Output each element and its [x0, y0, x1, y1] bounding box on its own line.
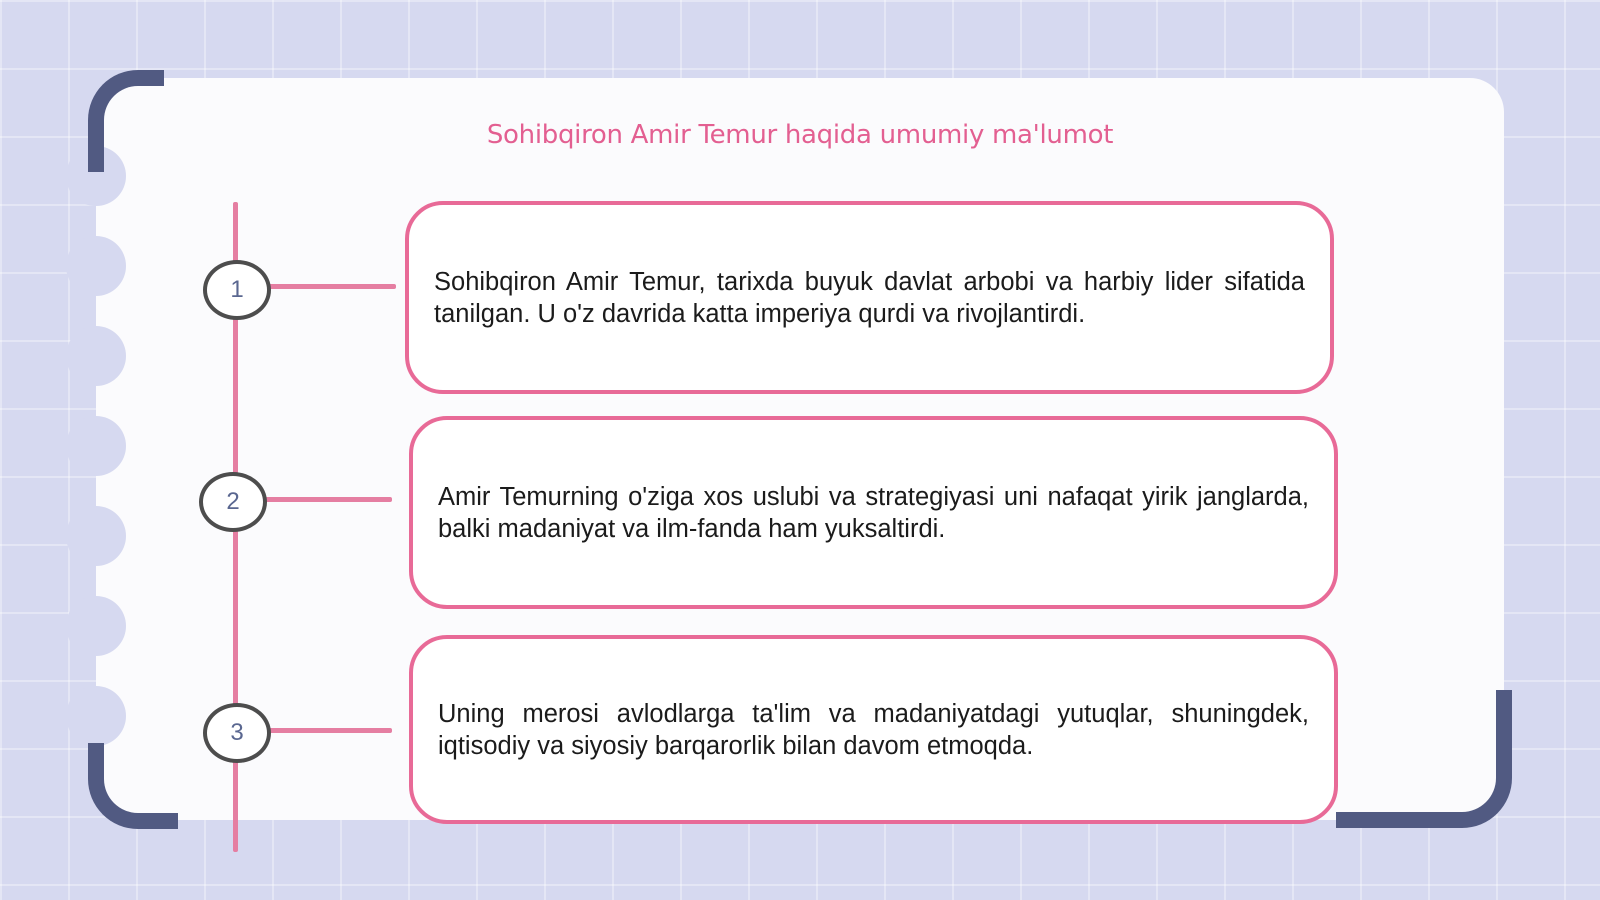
slide-title: Sohibqiron Amir Temur haqida umumiy ma'lumot	[486, 120, 1114, 150]
paper-scallop	[66, 416, 126, 476]
timeline-number: 1	[230, 276, 244, 303]
timeline-card-text: Sohibqiron Amir Temur, tarixda buyuk davlat arbobi va harbiy lider sifatida tanilgan. U o'z davrida katta imperiya qurdi va rivojlantirdi.	[434, 267, 1305, 328]
timeline-connector	[266, 728, 392, 733]
corner-bracket-bottom-left	[88, 743, 178, 829]
timeline-card-text: Amir Temurning o'ziga xos uslubi va strategiyasi uni nafaqat yirik janglarda, balki madaniyat va ilm-fanda ham yuksaltirdi.	[438, 482, 1309, 543]
corner-bracket-top-left	[88, 70, 164, 172]
paper-scallop	[66, 326, 126, 386]
timeline-number: 2	[226, 488, 240, 515]
timeline-connector	[266, 284, 396, 289]
timeline-card-text: Uning merosi avlodlarga ta'lim va madaniyatdagi yutuqlar, shuningdek, iqtisodiy va siyosiy barqarorlik bilan davom etmoqda.	[438, 699, 1309, 760]
timeline-number-badge	[199, 472, 267, 532]
timeline-card	[405, 201, 1334, 394]
corner-bracket-bottom-right	[1336, 690, 1512, 828]
paper-scallop	[66, 596, 126, 656]
timeline-card	[409, 635, 1338, 824]
timeline-number-badge	[203, 260, 271, 320]
timeline-number-badge	[203, 703, 271, 763]
timeline-connector	[262, 497, 392, 502]
paper-scallop	[66, 686, 126, 746]
paper-scallop	[66, 236, 126, 296]
paper-scallop	[66, 506, 126, 566]
timeline-number: 3	[230, 719, 244, 746]
timeline-card	[409, 416, 1338, 609]
